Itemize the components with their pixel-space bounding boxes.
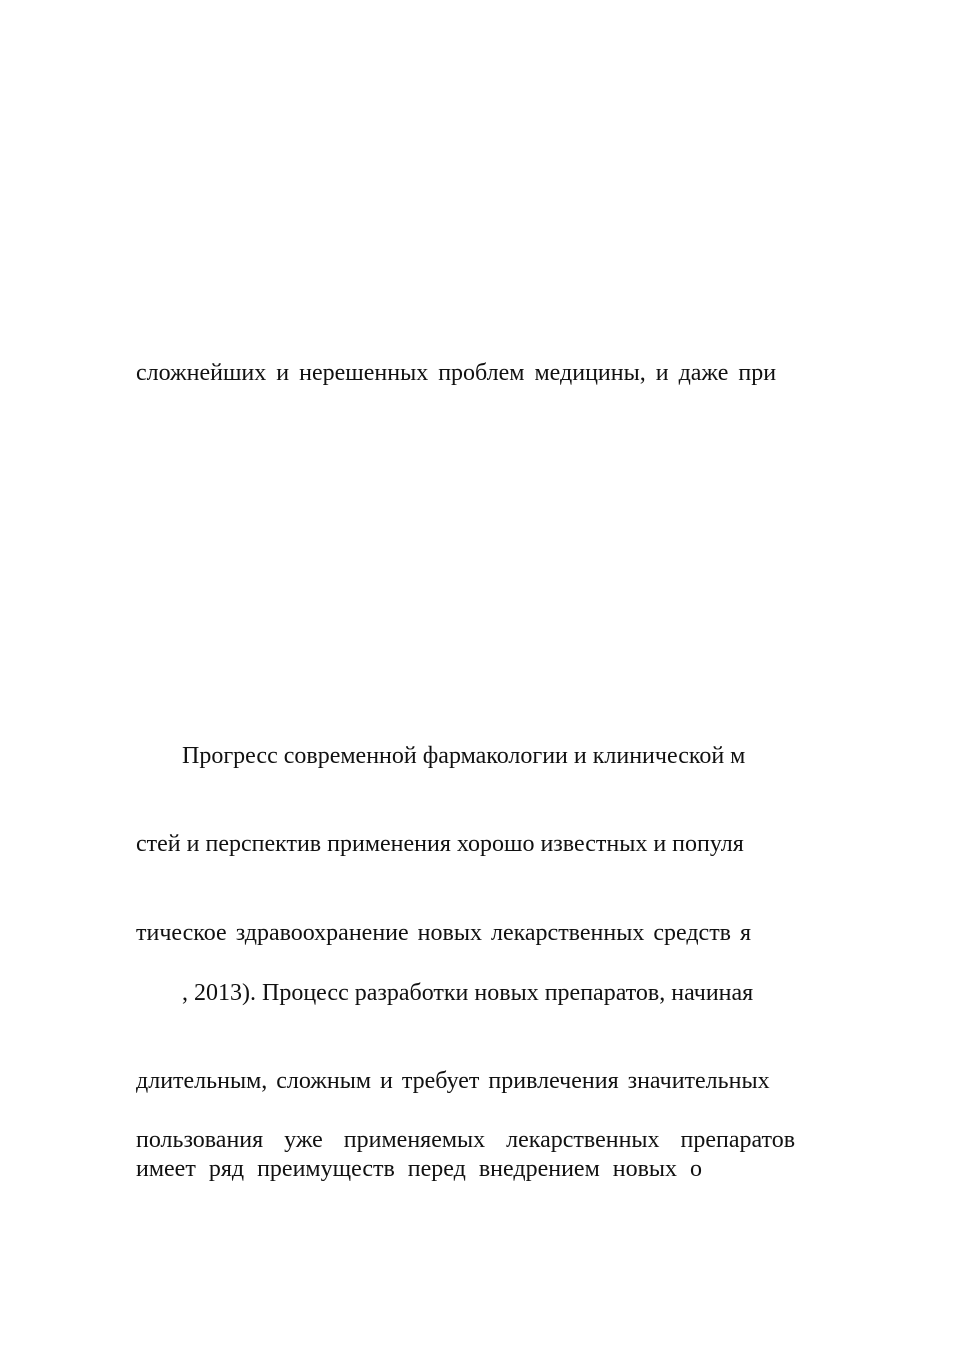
text-line-7: пользования уже применяемых лекарственных препаратов	[136, 1127, 796, 1153]
text-line-2: Прогресс современной фармакологии и клинической м	[182, 743, 746, 769]
text-line-8: имеет ряд преимуществ перед внедрением новых о	[136, 1156, 703, 1182]
text-line-4: тическое здравоохранение новых лекарственных средств я	[136, 920, 752, 946]
text-line-5: , 2013). Процесс разработки новых препаратов, начиная	[182, 980, 754, 1006]
text-line-1: сложнейших и нерешенных проблем медицины, и даже при	[136, 360, 777, 386]
text-line-3: стей и перспектив применения хорошо известных и популя	[136, 831, 744, 857]
text-line-6: длительным, сложным и требует привлечения значительных	[136, 1068, 770, 1094]
